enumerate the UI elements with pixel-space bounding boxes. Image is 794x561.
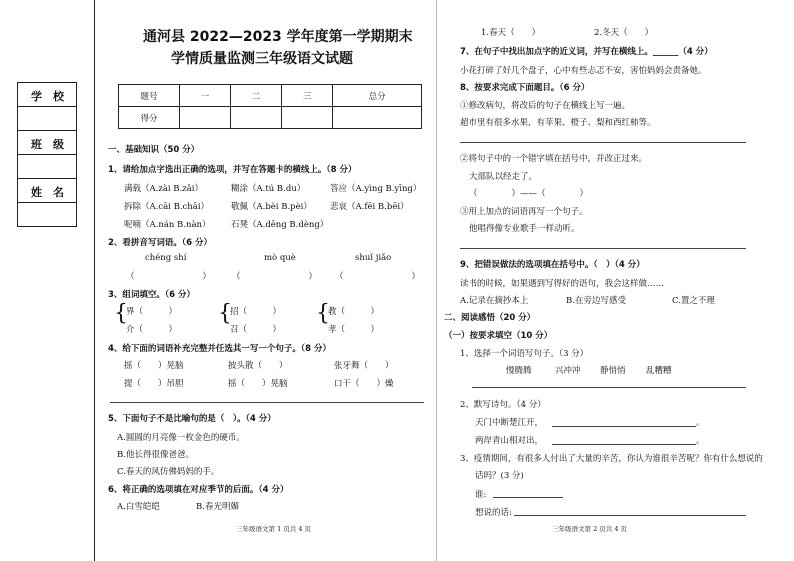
q3-item[interactable]: 介（ ）	[126, 325, 178, 335]
word-choice: 静悄悄	[600, 366, 626, 376]
question-7: 7、在句子中找出加点字的近义词，并写在横线上。______（4 分）	[460, 47, 713, 57]
answer-paren[interactable]: （ ）	[232, 272, 318, 282]
score-row-label: 得分	[119, 107, 180, 129]
q3-item[interactable]: 召（ ）	[230, 325, 282, 335]
score-table	[118, 84, 422, 129]
q1-option: 悲哀（A.fēi B.bēi）	[330, 202, 409, 212]
q5-option: B.他长得很像爸爸。	[117, 450, 194, 460]
answer-paren[interactable]: （ ）	[335, 272, 421, 282]
q1-option: 答应（A.yìng B.yīng）	[330, 184, 422, 194]
brace: {	[114, 301, 128, 326]
score-header-cell: 一	[180, 85, 231, 107]
q8-part3-sentence: 他唱得像专业歌手一样动听。	[469, 224, 580, 234]
score-cell[interactable]	[333, 107, 422, 129]
q9-option: C.置之不理	[672, 296, 715, 306]
say-answer-line[interactable]	[514, 515, 746, 516]
score-header-cell: 题号	[119, 85, 180, 107]
pinyin: mò què	[264, 253, 296, 263]
q4-item[interactable]: 摇（ ）晃脑	[228, 379, 288, 389]
answer-paren[interactable]: （ ）	[126, 272, 212, 282]
word-choice: 慢腾腾	[506, 366, 532, 376]
word-choice: 兴冲冲	[555, 366, 581, 376]
q1-option: 糊涂（A.tú B.du）	[231, 184, 306, 194]
name-label: 姓 名	[31, 186, 64, 199]
brace: {	[218, 301, 232, 326]
q1-option: 满载（A.zài B.zǎi）	[124, 184, 204, 194]
q1-option: 敬佩（A.bèi B.pèi）	[231, 202, 312, 212]
q4-item[interactable]: 摇（ ）晃脑	[124, 361, 184, 371]
poem-line: 天门中断楚江开，	[475, 418, 544, 428]
question-8: 8、按要求完成下面题目。（6 分）	[460, 83, 590, 93]
q9-option: B.在旁边写感受	[566, 296, 626, 306]
q4-item[interactable]: 披头散（ ）	[228, 361, 288, 371]
answer-line[interactable]	[472, 387, 746, 388]
q1-option: 呢喃（A.nán B.nàn）	[124, 220, 211, 230]
question-1: 1、请给加点字选出正确的选项，并写在答题卡的横线上。（8 分）	[108, 165, 357, 175]
q1-option: 拆除（A.cāi B.chāi）	[124, 202, 210, 212]
question-6: 6、将正确的选项填在对应季节的后面。（4 分）	[108, 485, 289, 495]
page-divider	[436, 0, 437, 561]
answer-line[interactable]	[460, 142, 746, 143]
q8-part2-sentence: 大部队以经走了。	[469, 172, 538, 182]
question-3: 3、组词填空。（6 分）	[108, 290, 196, 300]
pinyin: shuǐ jiǎo	[355, 253, 392, 263]
section2-heading: 二、阅读感悟（20 分）	[444, 313, 536, 323]
q8-part2-paren[interactable]: （ ）——（ ）	[469, 189, 589, 199]
q4-item[interactable]: 张牙舞（ ）	[334, 361, 394, 371]
score-cell[interactable]	[180, 107, 231, 129]
side-box-line	[17, 226, 77, 227]
word-choice: 乱糟糟	[646, 366, 672, 376]
q3-item[interactable]: 孝（ ）	[328, 325, 380, 335]
answer-line[interactable]	[460, 248, 746, 249]
q4-item[interactable]: 提（ ）吊胆	[124, 379, 184, 389]
score-cell[interactable]	[231, 107, 282, 129]
who-label: 谁:	[475, 490, 487, 500]
q8-part1: ①修改病句，将改后的句子在横线上写一遍。	[460, 101, 631, 111]
side-box-line	[17, 178, 77, 179]
class-label: 班 级	[31, 138, 64, 151]
binding-line	[94, 0, 95, 561]
poem-line: 两岸青山相对出，	[475, 436, 544, 446]
say-label: 想说的话:	[475, 508, 512, 518]
exam-title-line2: 学情质量监测三年级语文试题	[171, 51, 353, 67]
q3-item[interactable]: 界（ ）	[126, 307, 178, 317]
q6-option: A.白雪皑皑	[117, 502, 160, 512]
pinyin: chéng shí	[145, 253, 187, 263]
season-item[interactable]: 1.春天（ ）	[481, 28, 541, 38]
reading-q3-cont: 话吗？(3 分)	[475, 471, 524, 481]
side-box-line	[17, 82, 77, 83]
poem-period: 。	[696, 436, 705, 446]
question-9: 9、把错误做法的选项填在括号中。（ ）（4 分）	[460, 260, 645, 270]
score-header-cell: 二	[231, 85, 282, 107]
question-5: 5、下面句子不是比喻句的是（ ）。（4 分）	[108, 414, 276, 424]
q8-part3: ③用上加点的词语再写一个句子。	[460, 207, 588, 217]
side-box-line	[17, 202, 77, 203]
q9-option: A.记录在摘抄本上	[460, 296, 529, 306]
season-item[interactable]: 2.冬天（ ）	[594, 28, 654, 38]
score-cell[interactable]	[282, 107, 333, 129]
exam-title-line1: 通河县 2022—2023 学年度第一学期期末	[143, 29, 413, 45]
who-answer-line[interactable]	[493, 497, 563, 498]
reading-q1: 1、选择一个词语写句子。（3 分）	[460, 349, 589, 359]
poem-answer-line[interactable]	[552, 444, 696, 445]
q5-option: C.春天的风仿佛妈妈的手。	[117, 467, 220, 477]
brace: {	[316, 301, 330, 326]
page-footer: 三年级语文第 1 页共 4 页	[236, 525, 312, 533]
answer-line[interactable]	[110, 402, 424, 403]
score-header-cell: 总分	[333, 85, 422, 107]
school-label: 学 校	[31, 90, 64, 103]
q9-text: 读书的时候，如果遇到写得好的语句，我会这样做……	[460, 279, 665, 289]
q8-part2: ②将句子中的一个错字填在括号中，并改正过来。	[460, 154, 648, 164]
reading-q3: 3、疫情期间，有很多人付出了大量的辛苦，你认为谁很辛苦呢？你有什么想说的	[460, 454, 763, 464]
q4-item[interactable]: 口干（ ）燥	[334, 379, 394, 389]
page-footer: 三年级语文第 2 页共 4 页	[552, 525, 628, 533]
q6-option: B.春光明媚	[196, 502, 239, 512]
poem-answer-line[interactable]	[552, 426, 696, 427]
q5-option: A.圆圆的月亮像一枚金色的硬币。	[117, 433, 245, 443]
side-box-line	[17, 130, 77, 131]
q8-part1-sentence: 超市里有很多水果，有苹果、橙子、梨和西红柿等。	[460, 118, 656, 128]
q1-option: 石凳（A.dēng B.dèng）	[231, 220, 329, 230]
side-box-line	[17, 106, 77, 107]
section1-heading: 一、基础知识（50 分）	[108, 145, 200, 155]
poem-period: 。	[696, 418, 705, 428]
side-box-line	[17, 154, 77, 155]
reading-q2: 2、默写诗句。（4 分）	[460, 400, 546, 410]
q3-item[interactable]: 招（ ）	[230, 307, 282, 317]
question-2: 2、看拼音写词语。（6 分）	[108, 238, 213, 248]
q7-sentence: 小花打碎了好几个盘子，心中有些忐忑不安，害怕妈妈会责备她。	[460, 66, 707, 76]
question-4: 4、给下面的词语补充完整并任选其一写一个句子。（8 分）	[108, 344, 332, 354]
score-header-cell: 三	[282, 85, 333, 107]
q3-item[interactable]: 教（ ）	[328, 307, 380, 317]
subsection-heading: （一）按要求填空（10 分）	[444, 331, 553, 341]
